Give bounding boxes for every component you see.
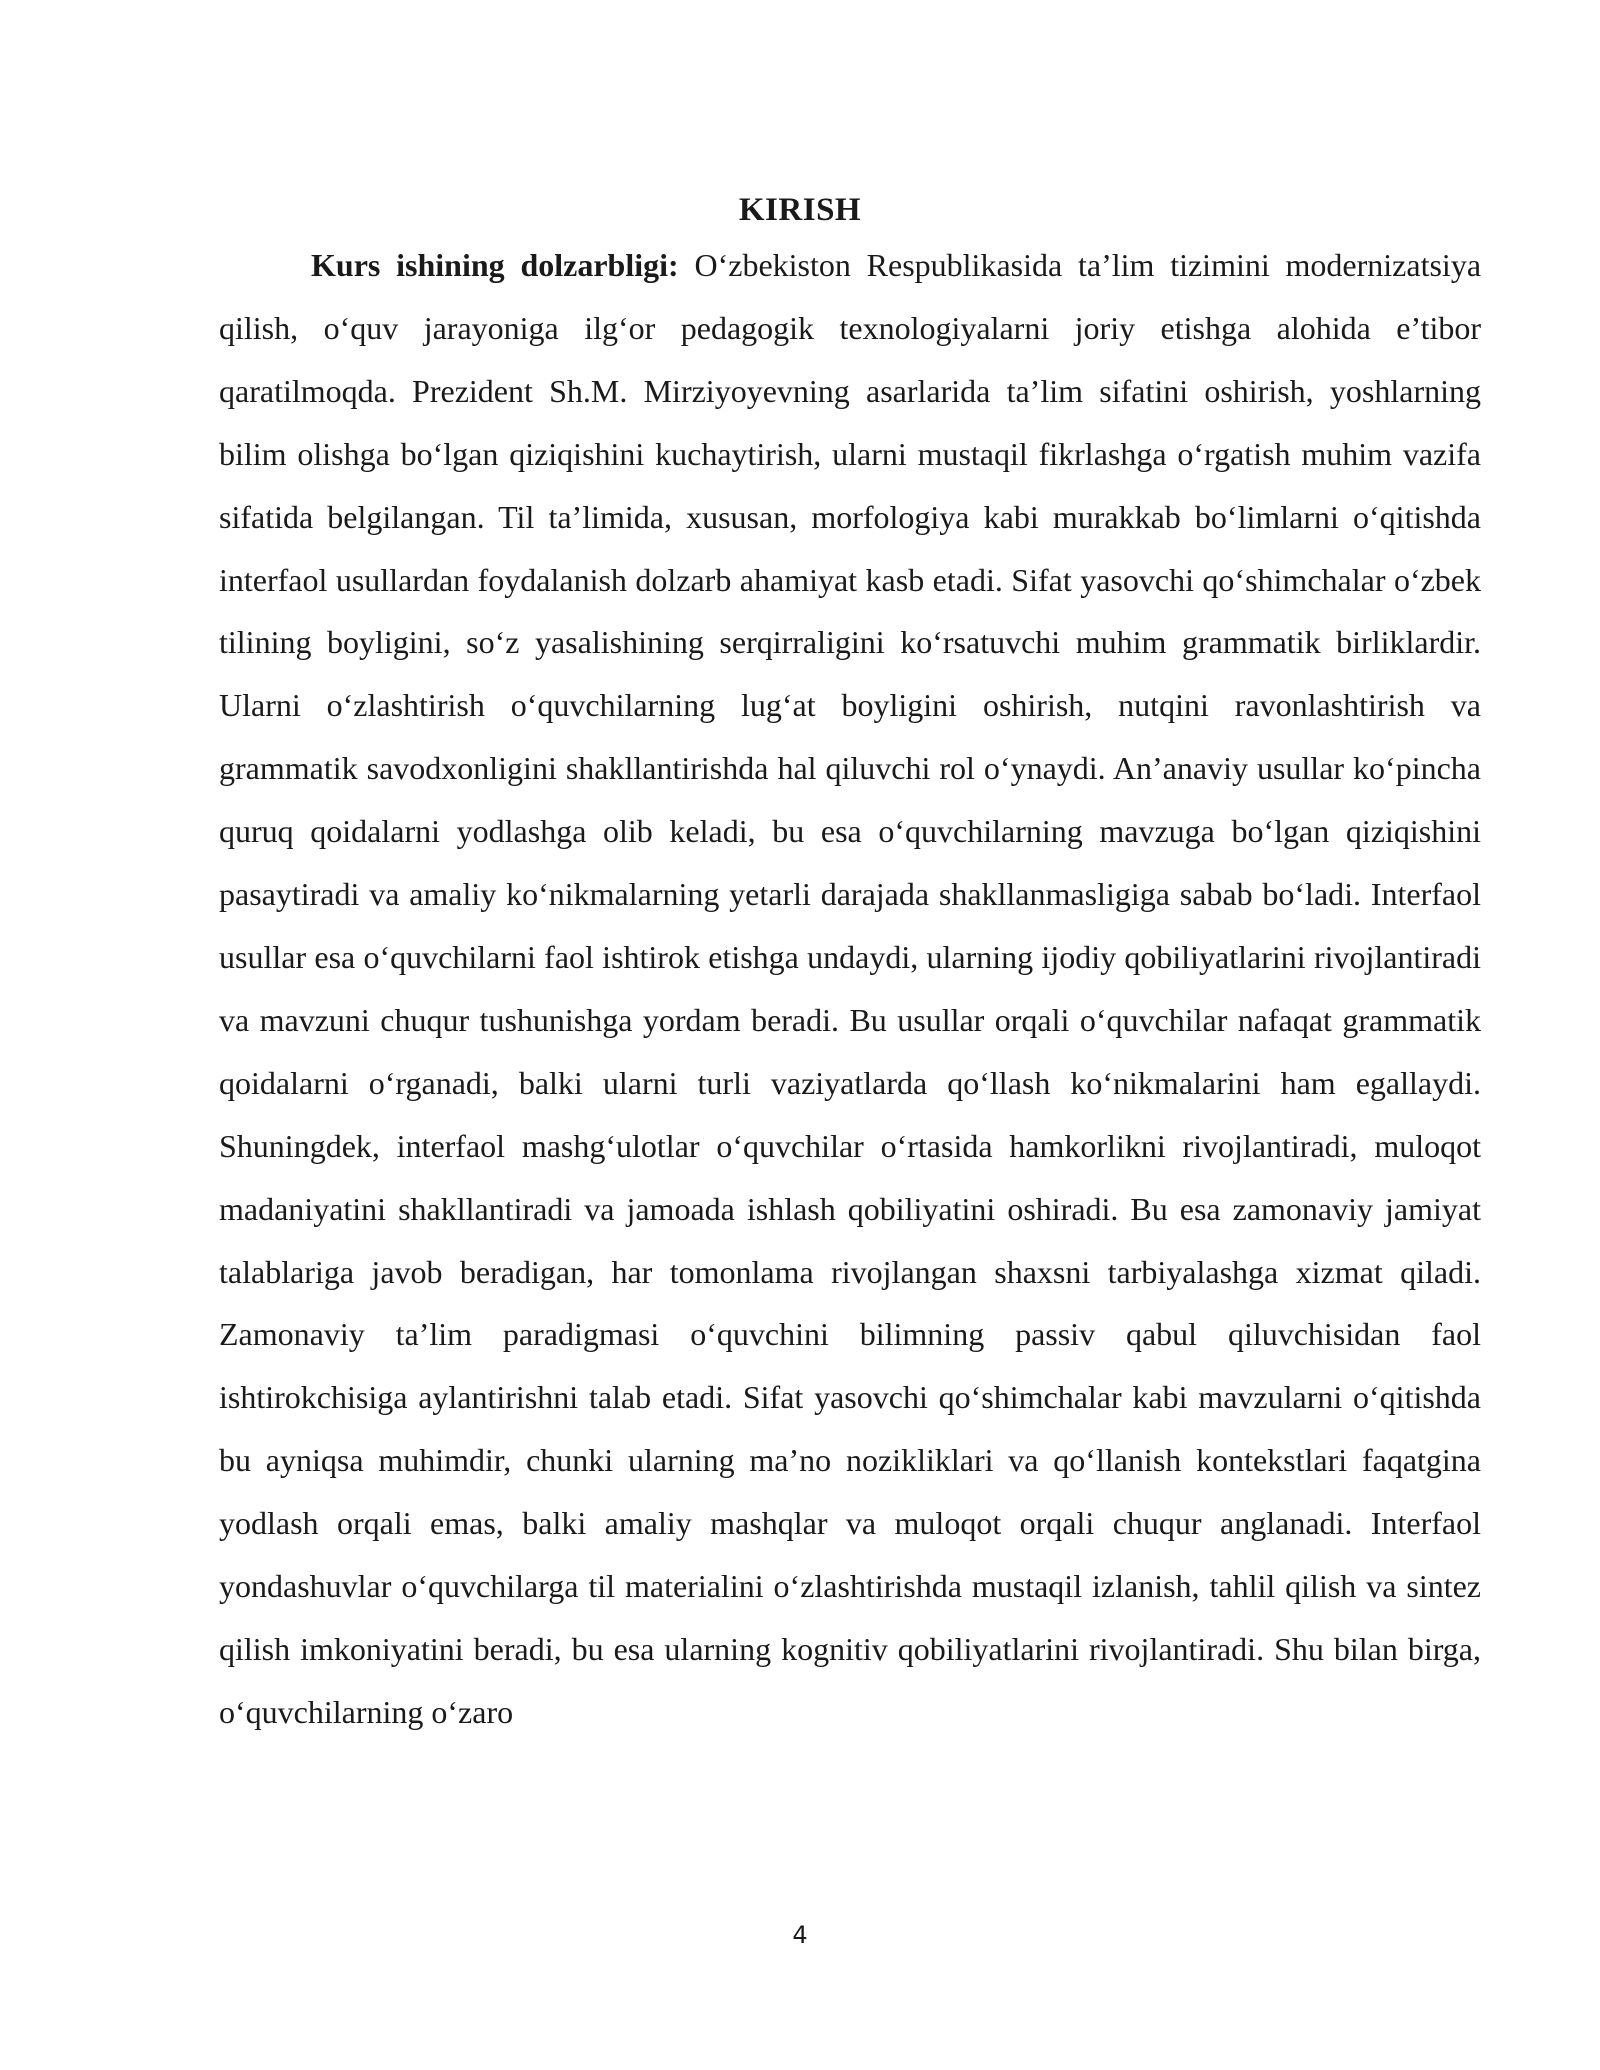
paragraph-text: O‘zbekiston Respublikasida ta’lim tizimini modernizatsiya qilish, o‘quv jarayoniga ilg‘or pedagogik texnologiyalarni joriy etishga alohida e’tibor qaratilmoqda. Prezident Sh.M. Mirziyoyevning asarlarida ta’lim sifatini oshirish, yoshlarning bilim olishga bo‘lgan qiziqishini kuchaytirish, ularni mustaqil fikrlashga o‘rgatish muhim vazifa sifatida belgilangan. Til ta’limida, xususan, morfologiya kabi murakkab bo‘limlarni o‘qitishda interfaol usullardan foydalanish dolzarb ahamiyat kasb etadi. Sifat yasovchi qo‘shimchalar o‘zbek tilining boyligini, so‘z yasalishining serqirraligini ko‘rsatuvchi muhim grammatik birliklardir. Ularni o‘zlashtirish o‘quvchilarning lug‘at boyligini oshirish, nutqini ravonlashtirish va grammatik savodxonligini shakllantirishda hal qiluvchi rol o‘ynaydi. An’anaviy usullar ko‘pincha quruq qoidalarni yodlashga olib keladi, bu esa o‘quvchilarning mavzuga bo‘lgan qiziqishini pasaytiradi va amaliy ko‘nikmalarning yetarli darajada shakllanmasligiga sabab bo‘ladi. Interfaol usullar esa o‘quvchilarni faol ishtirok etishga undaydi, ularning ijodiy qobiliyatlarini rivojlantiradi va mavzuni chuqur tushunishga yordam beradi. Bu usullar orqali o‘quvchilar nafaqat grammatik qoidalarni o‘rganadi, balki ularni turli vaziyatlarda qo‘llash ko‘nikmalarini ham egallaydi. Shuningdek, interfaol mashg‘ulotlar o‘quvchilar o‘rtasida hamkorlikni rivojlantiradi, muloqot madaniyatini shakllantiradi va jamoada ishlash qobiliyatini oshiradi. Bu esa zamonaviy jamiyat talablariga javob beradigan, har tomonlama rivojlangan shaxsni tarbiyalashga xizmat qiladi. Zamonaviy ta’lim paradigmasi o‘quvchini bilimning passiv qabul qiluvchisidan faol ishtirokchisiga aylantirishni talab etadi. Sifat yasovchi qo‘shimchalar kabi mavzularni o‘qitishda bu ayniqsa muhimdir, chunki ularning ma’no nozikliklari va qo‘llanish kontekstlari faqatgina yodlash orqali emas, balki amaliy mashqlar va muloqot orqali chuqur anglanadi. Interfaol yondashuvlar o‘quvchilarga til materialini o‘zlashtirishda mustaqil izlanish, tahlil qilish va sintez qilish imkoniyatini beradi, bu esa ularning kognitiv qobiliyatlarini rivojlantiradi. Shu bilan birga, o‘quvchilarning o‘zaro xyxy=(219,247,1482,1730)
page-number: 4 xyxy=(792,1921,808,1949)
paragraph-lead-in: Kurs ishining dolzarbligi: xyxy=(311,247,679,283)
body-paragraph xyxy=(219,234,1481,1744)
page-title: KIRISH xyxy=(738,192,862,228)
